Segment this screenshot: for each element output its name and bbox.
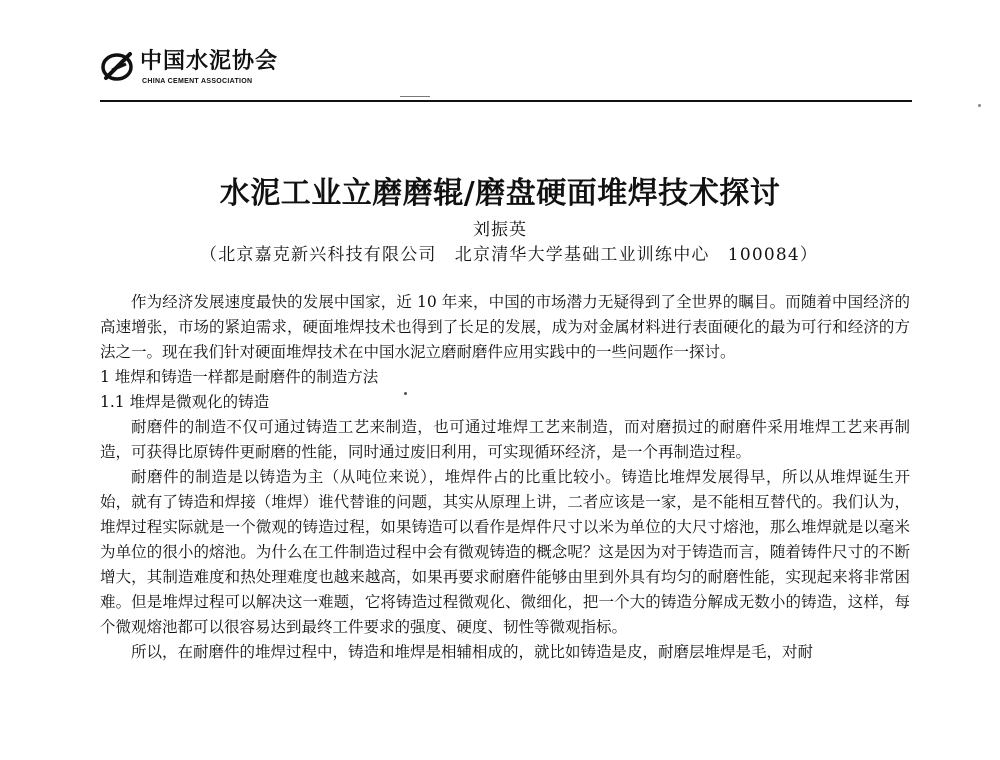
section-heading: 1 堆焊和铸造一样都是耐磨件的制造方法 — [100, 368, 379, 386]
scan-artifact-dot — [404, 392, 407, 395]
body-paragraph: 耐磨件的制造是以铸造为主（从吨位来说），堆焊件占的比重比较小。铸造比堆焊发展得早，所以从堆焊诞生开始，就有了铸造和焊接（堆焊）谁代替谁的问题，其实从原理上讲，二者应该是一家，是不能相互替代的。我们认为，堆焊过程实际就是一个微观的铸造过程，如果铸造可以看作是焊件尺寸以米为单位的大尺寸熔池，那么堆焊就是以毫米为单位的很小的熔池。为什么在工件制造过程中会有微观铸造的概念呢？这是因为对于铸造而言，随着铸件尺寸的不断增大，其制造难度和热处理难度也越来越高，如果再要求耐磨件能够由里到外具有均匀的耐磨性能，实现起来将非常困难。但是堆焊过程可以解决这一难题，它将铸造过程微观化、微细化，把一个大的铸造分解成无数小的铸造，这样，每个微观熔池都可以很容易达到最终工件要求的强度、硬度、韧性等微观指标。 — [100, 468, 910, 636]
china-cement-association-logo-icon — [100, 48, 136, 84]
article-affiliation: （北京嘉克新兴科技有限公司 北京清华大学基础工业训练中心 100084） — [200, 245, 819, 265]
scan-artifact — [400, 96, 430, 97]
article-body — [100, 290, 910, 665]
logo-english-text: CHINA CEMENT ASSOCIATION — [142, 78, 253, 85]
intro-paragraph: 作为经济发展速度最快的发展中国家，近 10 年来，中国的市场潜力无疑得到了全世界的瞩目。而随着中国经济的高速增张，市场的紧迫需求，硬面堆焊技术也得到了长足的发展，成为对金属材料进行表面硬化的最为可行和经济的方法之一。现在我们针对硬面堆焊技术在中国水泥立磨耐磨件应用实践中的一些问题作一探讨。 — [100, 293, 910, 361]
body-paragraph: 耐磨件的制造不仅可通过铸造工艺来制造，也可通过堆焊工艺来制造，而对磨损过的耐磨件采用堆焊工艺来再制造，可获得比原铸件更耐磨的性能，同时通过废旧利用，可实现循环经济，是一个再制造过程。 — [100, 418, 910, 461]
article-author: 刘振英 — [473, 220, 527, 240]
scan-artifact-dot — [978, 104, 981, 107]
journal-header — [100, 44, 912, 104]
logo-chinese-text: 中国水泥协会 — [140, 48, 279, 74]
body-paragraph: 所以，在耐磨件的堆焊过程中，铸造和堆焊是相辅相成的，就比如铸造是皮，耐磨层堆焊是毛，对耐 — [131, 643, 814, 661]
header-rule — [100, 100, 912, 102]
subsection-heading: 1.1 堆焊是微观化的铸造 — [100, 393, 270, 411]
article-title: 水泥工业立磨磨辊/磨盘硬面堆焊技术探讨 — [219, 176, 781, 211]
